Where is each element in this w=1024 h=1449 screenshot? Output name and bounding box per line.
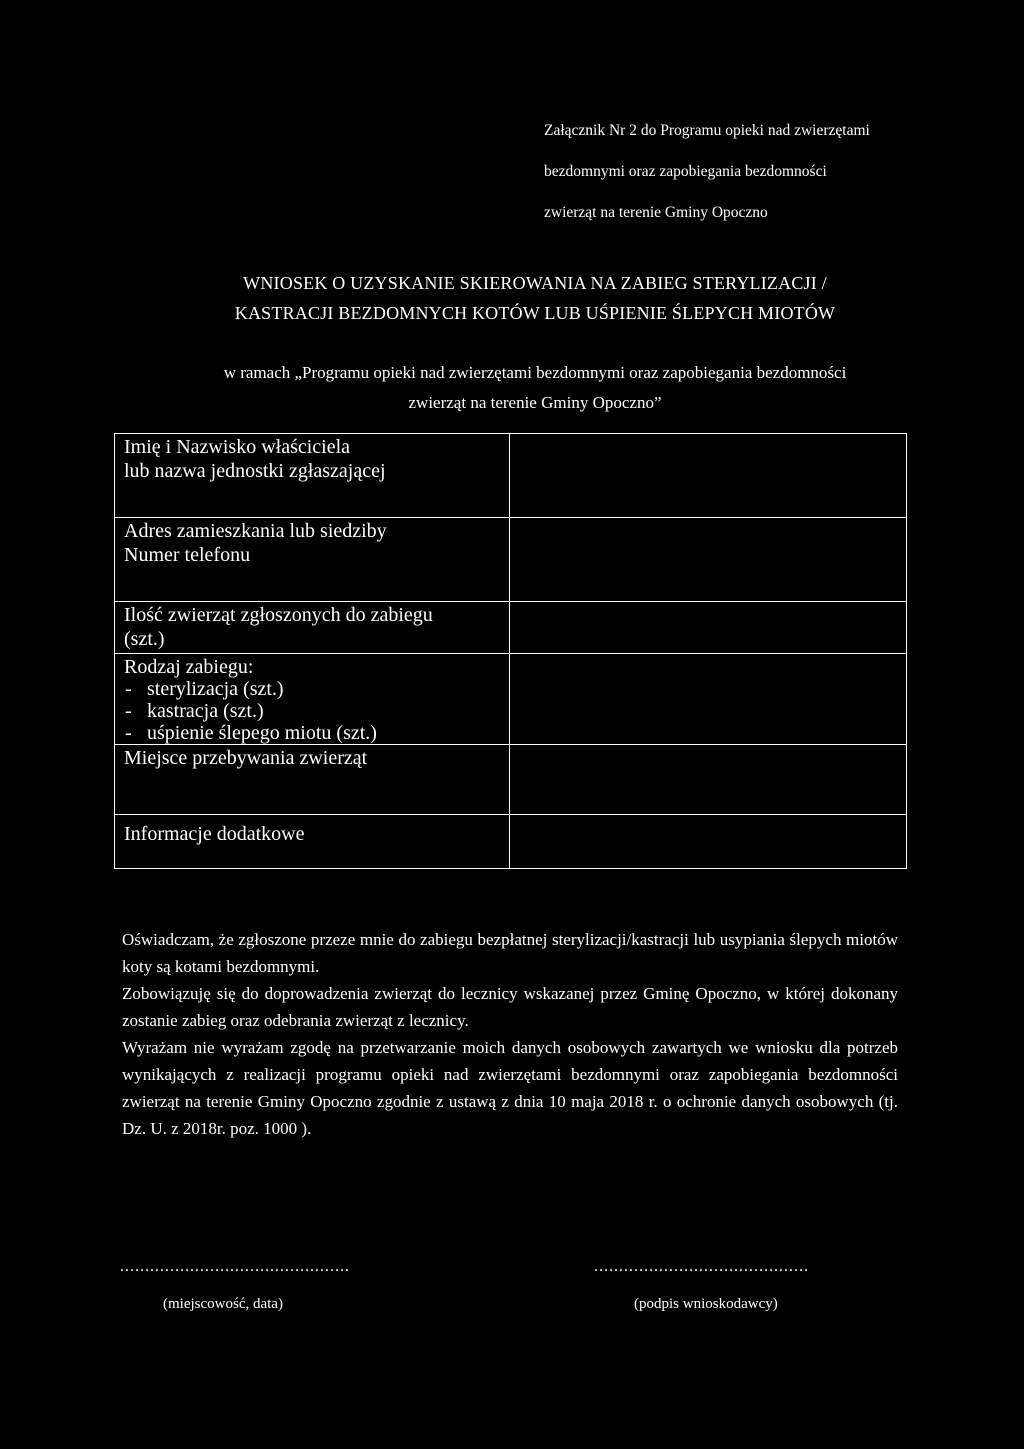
procedure-option-euthanasia: - uśpienie ślepego miotu (szt.) bbox=[125, 722, 377, 744]
address-label-line-1: Adres zamieszkania lub siedziby bbox=[124, 520, 387, 542]
procedure-options-list bbox=[115, 678, 509, 744]
count-label-cell bbox=[115, 602, 510, 654]
info-value-field[interactable] bbox=[510, 815, 907, 869]
form-row-owner bbox=[115, 434, 907, 518]
title-line-2: KASTRACJI BEZDOMNYCH KOTÓW LUB UŚPIENIE ŚLEPYCH MIOTÓW bbox=[234, 303, 836, 323]
info-label-cell bbox=[115, 815, 510, 869]
subtitle-line-1: w ramach „Programu opieki nad zwierzętami bezdomnymi oraz zapobiegania bezdomności bbox=[223, 363, 847, 382]
form-row-location bbox=[115, 745, 907, 815]
document-subtitle bbox=[100, 358, 970, 418]
document-title bbox=[100, 268, 970, 328]
signature-label: (podpis wnioskodawcy) bbox=[634, 1296, 778, 1312]
location-label-cell bbox=[115, 745, 510, 815]
procedure-option-castration: - kastracja (szt.) bbox=[125, 700, 264, 722]
procedure-label: Rodzaj zabiegu: bbox=[124, 656, 254, 678]
address-label-cell bbox=[115, 518, 510, 602]
declaration-paragraph-1: Oświadczam, że zgłoszone przeze mnie do zabiegu bezpłatnej sterylizacji/kastracji lub usypiania ślepych miotów koty są kotami bezdomnymi. bbox=[122, 930, 898, 976]
count-label-line-1: Ilość zwierząt zgłoszonych do zabiegu bbox=[124, 604, 433, 626]
title-line-1: WNIOSEK O UZYSKANIE SKIEROWANIA NA ZABIEG STERYLIZACJI / bbox=[243, 273, 827, 293]
place-date-line[interactable]: .............................................. bbox=[120, 1258, 350, 1275]
declaration-paragraph-2: Zobowiązuję się do doprowadzenia zwierząt do lecznicy wskazanej przez Gminę Opoczno, w której dokonany zostanie zabieg oraz odebrania zwierząt z lecznicy. bbox=[122, 984, 898, 1030]
annex-line-3: zwierząt na terenie Gminy Opoczno bbox=[544, 204, 768, 221]
annex-header bbox=[544, 118, 870, 241]
procedure-value-field[interactable] bbox=[510, 654, 907, 745]
application-form-table bbox=[114, 433, 907, 869]
owner-label-line-1: Imię i Nazwisko właściciela bbox=[124, 436, 351, 458]
location-label: Miejsce przebywania zwierząt bbox=[124, 747, 368, 769]
owner-label-cell bbox=[115, 434, 510, 518]
form-row-animal-count bbox=[115, 602, 907, 654]
owner-value-field[interactable] bbox=[510, 434, 907, 518]
subtitle-line-2: zwierząt na terenie Gminy Opoczno” bbox=[408, 393, 662, 412]
owner-label-line-2: lub nazwa jednostki zgłaszającej bbox=[124, 460, 386, 482]
declaration-paragraph-3: Wyrażam nie wyrażam zgodę na przetwarzanie moich danych osobowych zawartych we wniosku dla potrzeb wynikających z realizacji programu opieki nad zwierzętami bezdomnymi oraz zapobiegania bezdomności zwierząt na terenie Gminy Opoczno zgodnie z ustawą z dnia 10 maja 2018 r. o ochronie danych osobowych (tj. Dz. U. z 2018r. poz. 1000 ). bbox=[122, 1038, 898, 1138]
form-row-address bbox=[115, 518, 907, 602]
form-row-additional-info bbox=[115, 815, 907, 869]
count-value-field[interactable] bbox=[510, 602, 907, 654]
count-label-line-2: (szt.) bbox=[124, 628, 165, 650]
procedure-label-cell bbox=[115, 654, 510, 745]
form-row-procedure bbox=[115, 654, 907, 745]
info-label: Informacje dodatkowe bbox=[124, 823, 305, 845]
annex-line-1: Załącznik Nr 2 do Programu opieki nad zwierzętami bbox=[544, 122, 870, 139]
declaration-section bbox=[122, 926, 898, 1142]
address-label-line-2: Numer telefonu bbox=[124, 544, 251, 566]
place-date-label: (miejscowość, data) bbox=[163, 1296, 283, 1312]
address-value-field[interactable] bbox=[510, 518, 907, 602]
annex-line-2: bezdomnymi oraz zapobiegania bezdomności bbox=[544, 163, 827, 180]
procedure-option-sterilization: - sterylizacja (szt.) bbox=[125, 678, 284, 700]
signature-line[interactable]: ........................................... bbox=[594, 1258, 809, 1275]
location-value-field[interactable] bbox=[510, 745, 907, 815]
